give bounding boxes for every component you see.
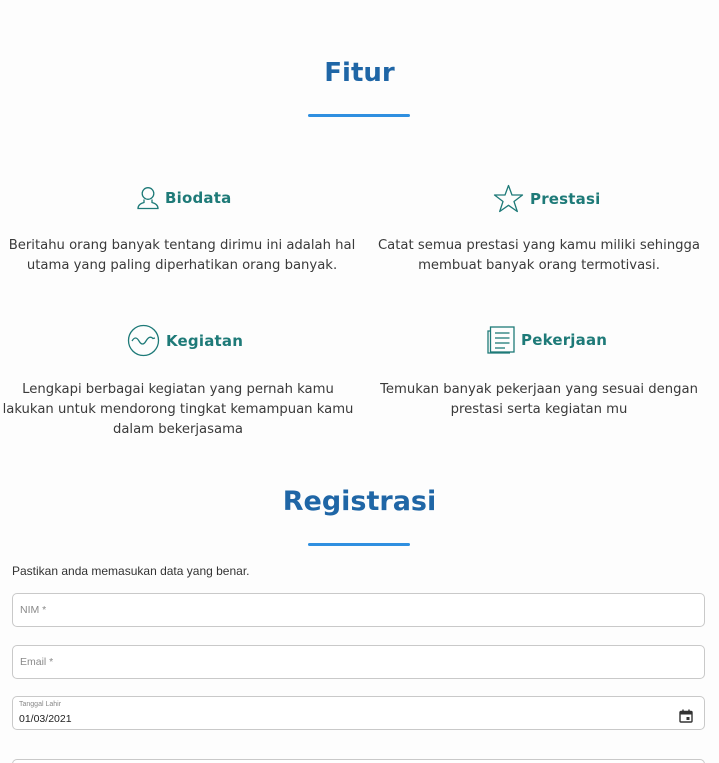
nim-placeholder: NIM * (20, 604, 47, 616)
desc-line: prestasi serta kegiatan mu (450, 402, 628, 417)
registrasi-intro: Pastikan anda memasukan data yang benar. (12, 564, 250, 578)
registrasi-underline (308, 543, 410, 546)
desc-line: membuat banyak orang termotivasi. (418, 258, 660, 273)
registrasi-title: Registrasi (282, 486, 437, 517)
date-of-birth-value: 01/03/2021 (19, 713, 72, 725)
next-field[interactable] (12, 759, 705, 763)
fitur-underline (308, 114, 410, 117)
nim-field[interactable] (12, 593, 705, 627)
email-placeholder: Email * (20, 656, 54, 668)
wave-icon (127, 324, 160, 357)
person-icon (137, 186, 159, 210)
feature-biodata-label: Biodata (165, 189, 232, 207)
date-of-birth-label: Tanggal Lahir (19, 701, 62, 708)
feature-kegiatan-desc (0, 380, 356, 440)
desc-line: Lengkapi berbagai kegiatan yang pernah kamu (22, 382, 334, 397)
desc-line: utama yang paling diperhatikan orang banyak. (26, 258, 338, 273)
feature-kegiatan-heading (127, 324, 243, 357)
desc-line: dalam bekerjasama (112, 422, 244, 437)
desc-line: Catat semua prestasi yang kamu miliki sehingga (377, 238, 701, 253)
feature-kegiatan-label: Kegiatan (166, 331, 244, 350)
calendar-icon[interactable] (679, 709, 693, 723)
feature-pekerjaan-heading (487, 326, 607, 354)
feature-prestasi-desc (363, 236, 715, 276)
feature-pekerjaan-desc (363, 380, 715, 420)
email-field[interactable] (12, 645, 705, 679)
feature-biodata-desc (6, 236, 358, 276)
desc-line: lakukan untuk mendorong tingkat kemampuan kamu (2, 402, 354, 417)
date-of-birth-field[interactable] (12, 696, 705, 730)
feature-biodata-heading (137, 186, 231, 210)
star-icon (493, 184, 524, 213)
feature-pekerjaan-label: Pekerjaan (521, 331, 608, 349)
feature-prestasi-label: Prestasi (530, 189, 601, 208)
fitur-title: Fitur (324, 58, 395, 88)
desc-line: Temukan banyak pekerjaan yang sesuai dengan (380, 382, 698, 397)
desc-line: Beritahu orang banyak tentang dirimu ini adalah hal (8, 238, 356, 253)
feature-prestasi-heading (493, 184, 600, 213)
document-icon (487, 326, 515, 354)
